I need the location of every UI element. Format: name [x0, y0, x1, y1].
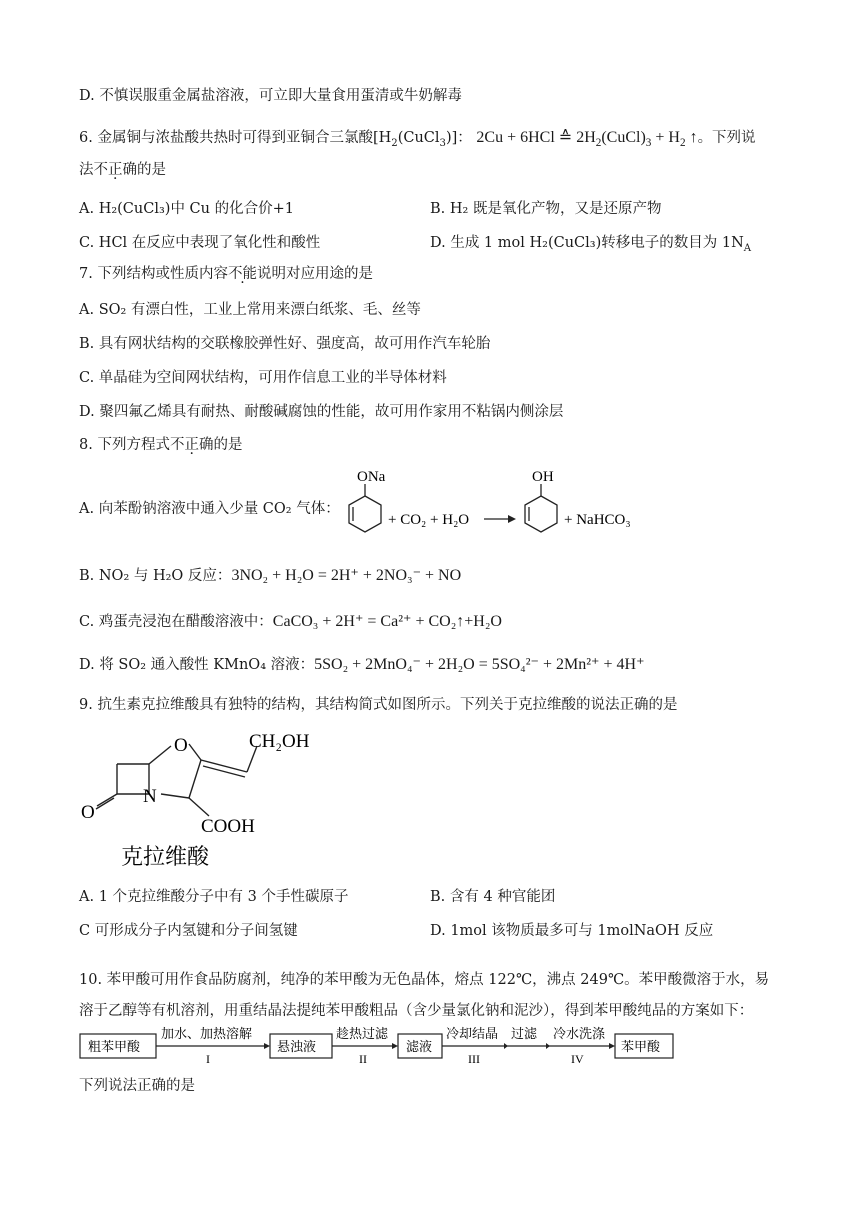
benzene-ring-product	[525, 484, 557, 532]
ch2oh-group: CH₂OH	[249, 731, 310, 752]
q7-stem	[79, 264, 373, 284]
q8-stem-b: 的是	[213, 437, 243, 453]
q6-colon: )]：	[445, 130, 472, 146]
q6-stem-line2	[79, 160, 166, 180]
flow-step-3: 冷却结晶	[446, 1026, 499, 1041]
q6-option-a: A. H₂(CuCl₃)中 Cu 的化合价+1	[79, 201, 294, 217]
benzene-ring-reactant	[349, 484, 381, 532]
q6-option-b: B. H₂ 既是氧化产物，又是还原产物	[430, 201, 662, 217]
q6-stem-tail: 。下列说	[697, 130, 756, 146]
q9-option-b: B. 含有 4 种官能团	[430, 889, 556, 905]
q8-option-d	[79, 655, 645, 675]
ring-nitrogen: N	[143, 786, 157, 807]
q6-eq-end: + H	[651, 129, 680, 146]
q5-option-d: D. 不慎误服重金属盐溶液，可立即大量食用蛋清或牛奶解毒	[79, 88, 462, 104]
q7-option-d: D. 聚四氟乙烯具有耐热、耐酸碱腐蚀的性能，故可用作家用不粘锅内侧涂层	[79, 404, 564, 420]
q8-option-a-reaction	[340, 466, 650, 546]
q7-stem-b: 说明对应用途的是	[256, 266, 373, 282]
flow-box-suspension: 悬浊液	[277, 1039, 317, 1054]
q6-option-c: C. HCl 在反应中表现了氧化性和酸性	[79, 235, 321, 251]
q6-formula: (CuCl	[397, 130, 440, 146]
q9-stem: 9. 抗生素克拉维酸具有独特的结构，其结构简式如图所示。下列关于克拉维酸的说法正确的是	[79, 697, 678, 713]
q7-option-b: B. 具有网状结构的交联橡胶弹性好、强度高，故可用作汽车轮胎	[79, 336, 491, 352]
q8-option-b-equation: 3NO₂ + H₂O = 2H⁺ + 2NO₃⁻ + NO	[231, 567, 462, 584]
flow-roman-4: IV	[571, 1052, 584, 1066]
q6-stem-start: 6. 金属铜与浓盐酸共热时可得到亚铜合三氯酸[H	[79, 130, 392, 146]
cooh-group: COOH	[201, 816, 255, 837]
q8-option-c-equation: CaCO₃ + 2H⁺ = Ca²⁺ + CO₂↑+H₂O	[272, 613, 502, 630]
clavulanic-acid-structure	[79, 722, 310, 872]
q6-option-d-text: D. 生成 1 mol H₂(CuCl₃)转移电子的数目为 1N	[430, 235, 744, 251]
q9-option-c: C 可形成分子内氢键和分子间氢键	[79, 923, 298, 939]
q7-option-a: A. SO₂ 有漂白性，工业上常用来漂白纸浆、毛、丝等	[79, 302, 421, 318]
structure-caption: 克拉维酸	[121, 845, 210, 870]
flow-roman-1: I	[206, 1052, 210, 1066]
ona-label: ONa	[357, 469, 386, 485]
q6-line2-b: 的是	[137, 162, 166, 178]
q6-emphasis: 不正确	[93, 162, 137, 178]
ketone-oxygen: O	[81, 802, 95, 823]
flow-roman-3: III	[468, 1052, 480, 1066]
product-text: + NaHCO₃	[564, 512, 631, 528]
q9-option-a: A. 1 个克拉维酸分子中有 3 个手性碳原子	[79, 889, 349, 905]
q10-tail: 下列说法正确的是	[79, 1078, 195, 1094]
flow-box-crude: 粗苯甲酸	[88, 1039, 141, 1054]
q9-option-d: D. 1mol 该物质最多可与 1molNaOH 反应	[430, 923, 714, 939]
q10-line1: 10. 苯甲酸可用作食品防腐剂，纯净的苯甲酸为无色晶体，熔点 122℃，沸点 249℃。苯甲酸微溶于水，易	[79, 972, 770, 988]
flow-step-2: 趁热过滤	[336, 1026, 389, 1041]
flow-box-filtrate: 滤液	[406, 1039, 433, 1054]
q10-flowchart	[79, 1026, 679, 1068]
flow-step-4b: 冷水洗涤	[553, 1026, 606, 1041]
q8-option-a-label: A. 向苯酚钠溶液中通入少量 CO₂ 气体：	[79, 501, 340, 517]
q8-option-c-label: C. 鸡蛋壳浸泡在醋酸溶液中：	[79, 614, 273, 630]
q6-option-d-sub: A	[743, 242, 752, 254]
flow-step-1: 加水、加热溶解	[161, 1026, 253, 1041]
q6-stem: 6. 金属铜与浓盐酸共热时可得到亚铜合三氯酸$[H_2(CuCl_3)]$： 2Cu + 6HCl ≙ $2H_2(CuCl)_3 + H_2$ ↑。下列说	[79, 129, 756, 150]
q6-line2-a: 法	[79, 162, 94, 178]
q8-option-b	[79, 566, 461, 586]
oh-label: OH	[532, 469, 554, 485]
q8-option-d-equation: 5SO₂ + 2MnO₄⁻ + 2H₂O = 5SO₄²⁻ + 2Mn²⁺ + 4H⁺	[314, 656, 645, 673]
ring-oxygen: O	[174, 735, 188, 756]
flow-step-4a: 过滤	[511, 1026, 538, 1041]
q6-equation: 2Cu + 6HCl ≙ $2H_2(CuCl)_3 + H_2$ ↑	[476, 129, 698, 150]
q8-stem	[79, 435, 242, 455]
flow-box-product: 苯甲酸	[621, 1039, 661, 1054]
q6-option-d	[430, 233, 751, 253]
q8-stem-a: 8. 下列方程式	[79, 437, 170, 453]
q7-emphasis: 不能	[227, 266, 257, 282]
q8-option-c	[79, 612, 502, 632]
flow-roman-2: II	[359, 1052, 367, 1066]
q8-emphasis: 不正确	[169, 437, 214, 453]
q8-option-d-label: D. 将 SO₂ 通入酸性 KMnO₄ 溶液：	[79, 657, 315, 673]
q10-line2: 溶于乙醇等有机溶剂，用重结晶法提纯苯甲酸粗品（含少量氯化钠和泥沙），得到苯甲酸纯品的方案如下：	[79, 1003, 754, 1019]
reagents-text: + CO₂ + H₂O	[388, 512, 470, 528]
q7-option-c: C. 单晶硅为空间网状结构，可用作信息工业的半导体材料	[79, 370, 447, 386]
q8-option-b-label: B. NO₂ 与 H₂O 反应：	[79, 568, 232, 584]
q7-stem-a: 7. 下列结构或性质内容	[79, 266, 228, 282]
q6-eq-lhs: 2Cu + 6HCl ≙ 2H	[476, 129, 596, 146]
q6-eq-mid: (CuCl)	[601, 129, 646, 146]
